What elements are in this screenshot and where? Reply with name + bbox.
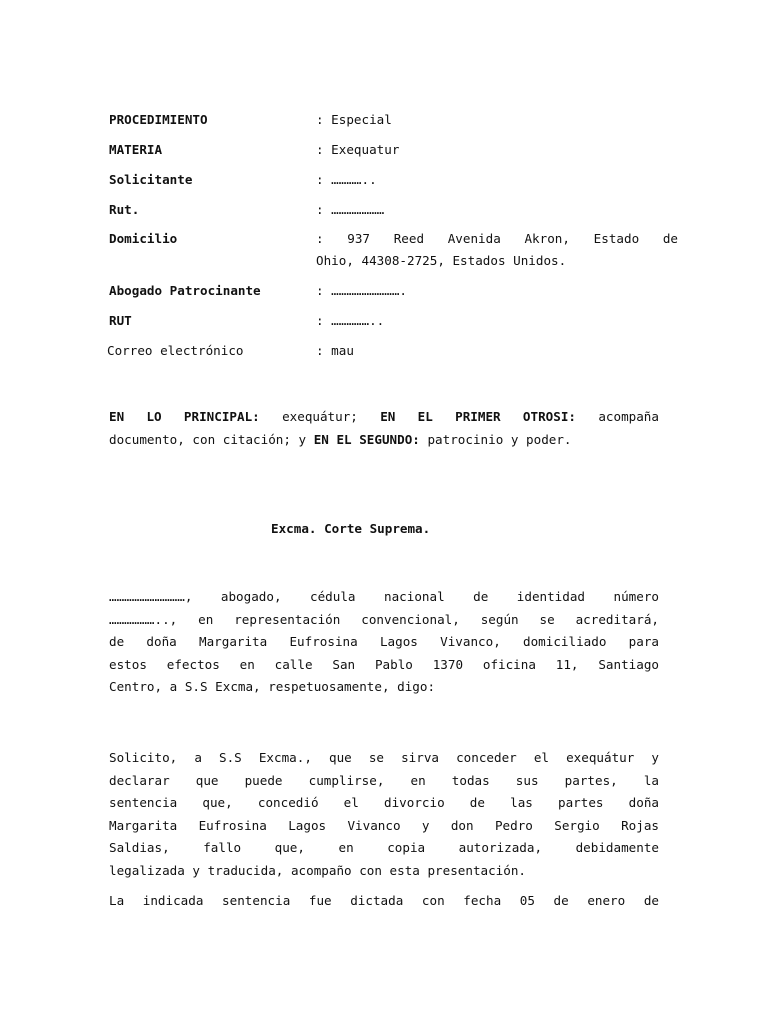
field-domicilio xyxy=(0,228,768,268)
field-value: : Exequatur xyxy=(316,142,400,157)
sumilla-text: acompaña xyxy=(576,409,659,424)
court-title: Excma. Corte Suprema. xyxy=(271,521,431,536)
paragraph-line: …………………………, abogado, cédula nacional de identidad número xyxy=(109,589,659,604)
field-value: : mau xyxy=(316,343,354,358)
paragraph-presentacion xyxy=(109,586,659,699)
sumilla-otrosi-1: EN EL PRIMER OTROSI: xyxy=(380,409,577,424)
paragraph-line: ……………….., en representación convencional, según se acreditará, xyxy=(109,611,659,627)
sumilla-principal: EN LO PRINCIPAL: xyxy=(109,409,260,424)
field-value: : …………….. xyxy=(316,313,385,328)
field-label: Solicitante xyxy=(109,172,193,187)
field-label: Rut. xyxy=(109,202,140,217)
paragraph-line: Centro, a S.S Excma, respetuosamente, digo: xyxy=(109,679,436,694)
field-label: MATERIA xyxy=(109,142,163,157)
field-value: : ………………………. xyxy=(316,283,407,298)
field-label: PROCEDIMIENTO xyxy=(109,112,208,127)
sumilla-text: exequátur; xyxy=(259,409,381,424)
paragraph-sentencia xyxy=(109,890,659,913)
field-rut xyxy=(0,202,768,224)
field-label: Domicilio xyxy=(109,231,178,246)
paragraph-line: de doña Margarita Eufrosina Lagos Vivanco, domiciliado para xyxy=(109,634,659,649)
paragraph-line: La indicada sentencia fue dictada con fecha 05 de enero de xyxy=(109,893,659,908)
paragraph-line: sentencia que, concedió el divorcio de las partes doña xyxy=(109,795,659,810)
address-line-1: : 937 Reed Avenida Akron, Estado de xyxy=(316,231,678,246)
field-value: : ………………… xyxy=(316,202,385,217)
sumilla-text: documento, con citación; y xyxy=(109,431,314,447)
sumilla-line-1 xyxy=(109,406,659,429)
field-label: RUT xyxy=(109,313,132,328)
sumilla-line-2 xyxy=(109,429,659,452)
field-correo xyxy=(0,343,768,365)
sumilla xyxy=(109,406,659,451)
field-solicitante xyxy=(0,172,768,194)
paragraph-line: estos efectos en calle San Pablo 1370 oficina 11, Santiago xyxy=(109,656,659,672)
field-value: : ………….. xyxy=(316,172,377,187)
sumilla-text: patrocinio y poder. xyxy=(419,431,572,447)
paragraph-line: Margarita Eufrosina Lagos Vivanco y don Pedro Sergio Rojas xyxy=(109,817,659,833)
field-label: Abogado Patrocinante xyxy=(109,283,261,298)
field-label: Correo electrónico xyxy=(107,343,244,358)
paragraph-line: Saldias, fallo que, en copia autorizada, debidamente xyxy=(109,840,659,855)
field-rut-abogado xyxy=(0,313,768,335)
paragraph-line: legalizada y traducida, acompaño con esta presentación. xyxy=(109,862,527,878)
field-value xyxy=(316,228,678,272)
address-line-2: Ohio, 44308-2725, Estados Unidos. xyxy=(316,253,567,268)
paragraph-solicitud xyxy=(109,747,659,882)
field-materia xyxy=(0,142,768,164)
field-abogado xyxy=(0,283,768,305)
field-value: : Especial xyxy=(316,112,392,127)
paragraph-line: declarar que puede cumplirse, en todas sus partes, la xyxy=(109,772,659,788)
field-procedimiento xyxy=(0,112,768,134)
sumilla-otrosi-2: EN EL SEGUNDO: xyxy=(313,431,420,447)
paragraph-line: Solicito, a S.S Excma., que se sirva conceder el exequátur y xyxy=(109,750,659,765)
